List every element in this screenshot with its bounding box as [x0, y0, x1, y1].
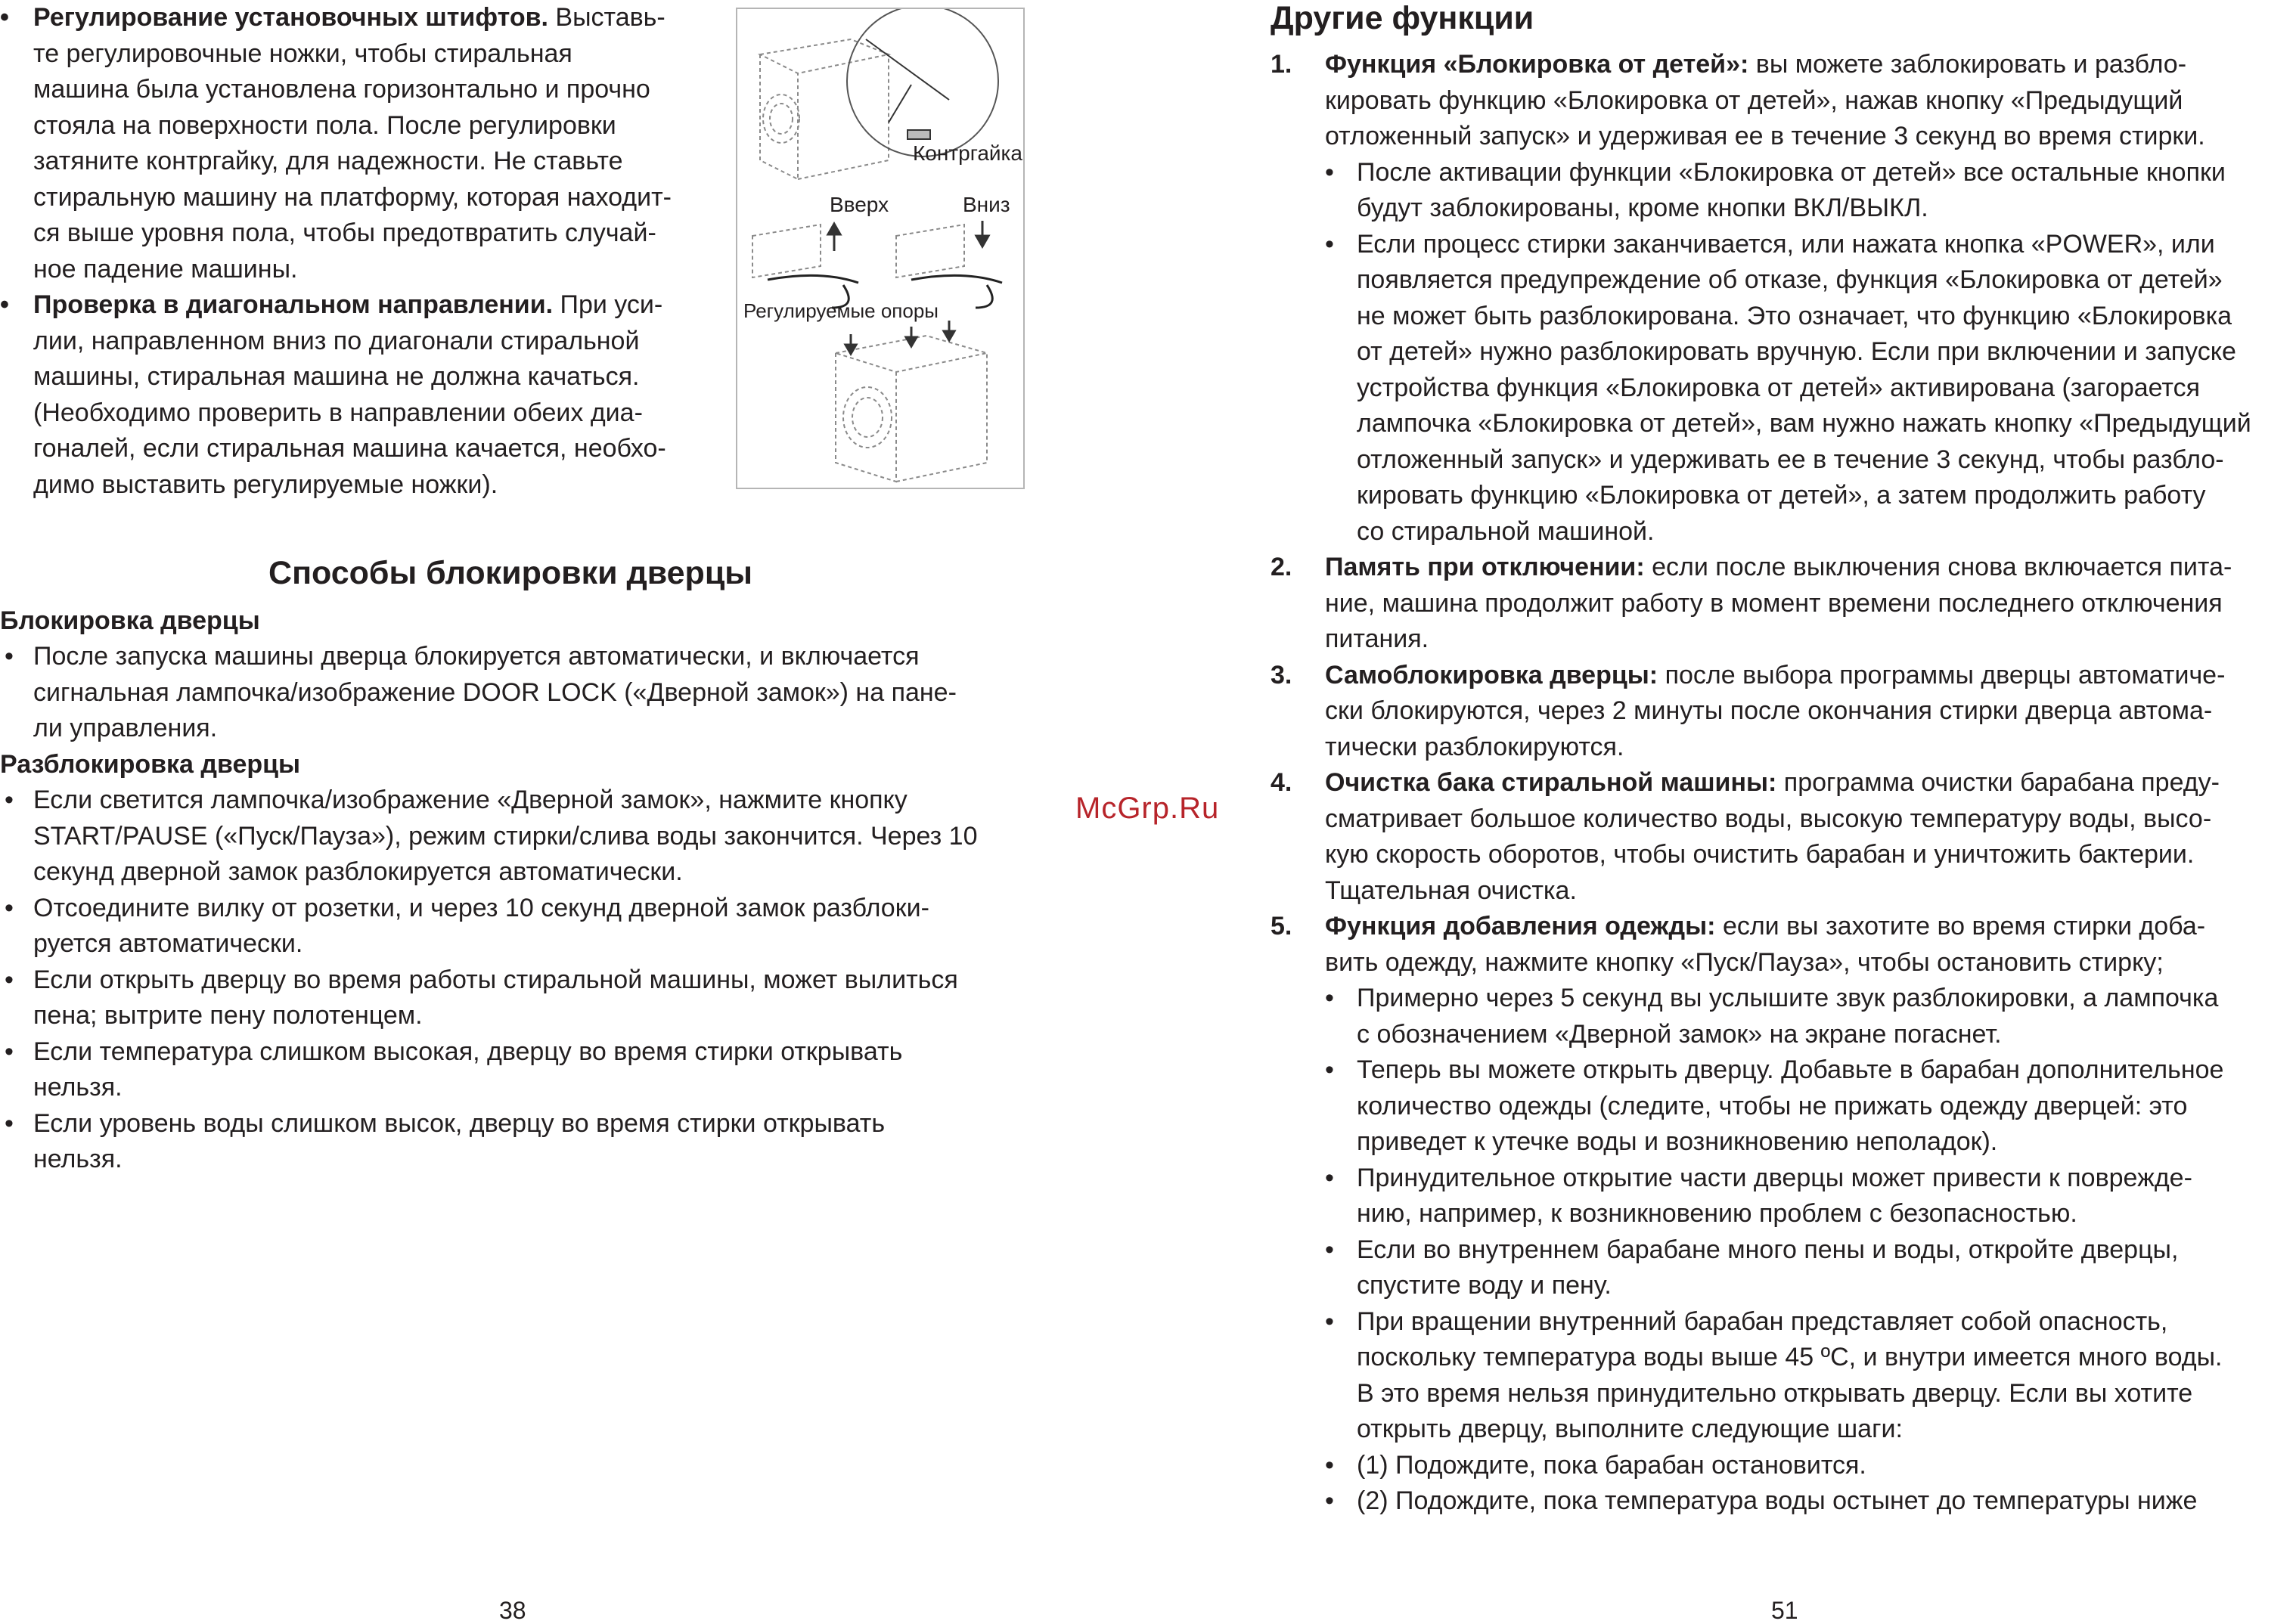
text-line: машина была установлена горизонтально и прочно [33, 75, 650, 104]
text-line: лампочка «Блокировка от детей», вам нужно нажать кнопку «Предыдущий [1357, 409, 2251, 438]
text-line: количество одежды (следите, чтобы не прижать одежду дверцей: это [1357, 1091, 2188, 1120]
text-line: вы можете заблокировать и разбло- [1755, 50, 2187, 79]
text-line: Если во внутреннем барабане много пены и воды, откройте дверцы, [1357, 1235, 2179, 1264]
text-line: отложенный запуск» и удерживать ее в течение 3 секунд, чтобы разбло- [1357, 445, 2224, 474]
numbered-item-add-clothes [1271, 909, 2296, 981]
washer-illustration [737, 9, 1023, 488]
subheading-door-lock: Блокировка дверцы [0, 606, 260, 635]
label-down: Вниз [963, 193, 1010, 216]
watermark: McGrp.Ru [1075, 792, 1220, 825]
bullet-leveling [0, 0, 703, 287]
page-number-left: 38 [499, 1597, 526, 1624]
text-line: Принудительное открытие части дверцы может привести к поврежде- [1357, 1163, 2192, 1192]
text-line: (2) Подождите, пока температура воды остынет до температуры ниже [1357, 1486, 2198, 1515]
text-line: ся выше уровня пола, чтобы предотвратить случай- [33, 218, 656, 247]
sub-bullet [1271, 155, 2296, 227]
bullet-dot: • [5, 786, 14, 814]
text-line: если вы захотите во время стирки доба- [1722, 912, 2206, 941]
sub-bullet [1271, 1483, 2296, 1520]
text-line: Отсоедините вилку от розетки, и через 10 секунд дверной замок разблоки- [33, 893, 929, 922]
text-line: Теперь вы можете открыть дверцу. Добавьте в барабан дополнительное [1357, 1055, 2224, 1084]
numbered-item-drum-clean [1271, 765, 2296, 909]
text-line: ли управления. [33, 714, 218, 742]
sub-bullet [1271, 1304, 2296, 1448]
text-line: будут заблокированы, кроме кнопки ВКЛ/ВЫКЛ. [1357, 194, 1928, 222]
text-line: стояла на поверхности пола. После регулировки [33, 110, 616, 140]
text-line: Если процесс стирки заканчивается, или нажата кнопка «POWER», или [1357, 229, 2215, 259]
item-title: Функция добавления одежды: [1325, 912, 1716, 941]
text-line: отложенный запуск» и удерживая ее в течение 3 секунд во время стирки. [1325, 122, 2205, 150]
item-number: 2. [1271, 553, 1292, 581]
text-line: открыть дверцу, выполните следующие шаги: [1357, 1415, 1903, 1443]
sub-bullet [1271, 1232, 2296, 1304]
text-line: ски блокируются, через 2 минуты после окончания стирки дверца автома- [1325, 696, 2213, 725]
washer-feet-figure [736, 8, 1025, 489]
installation-bullets [0, 0, 703, 503]
text-line: устройства функция «Блокировка от детей» активирована (загорается [1357, 373, 2201, 402]
text-line: не может быть разблокирована. Это означает, что функцию «Блокировка [1357, 301, 2232, 330]
text-line: стиральную машину на платформу, которая находит- [33, 182, 672, 212]
text-line: сигнальная лампочка/изображение DOOR LOCK («Дверной замок») на пане- [33, 677, 957, 707]
bullet-dot: • [0, 290, 9, 319]
text-line: поскольку температура воды выше 45 ºC, и внутри имеется много воды. [1357, 1343, 2223, 1371]
door-lock-list [0, 639, 1021, 747]
text-line: если после выключения снова включается пита- [1652, 553, 2232, 581]
text-line: кировать функцию «Блокировка от детей», нажав кнопку «Предыдущий [1325, 85, 2183, 115]
text-line: (Необходимо проверить в направлении обеих диа- [33, 398, 643, 427]
text-line: с обозначением «Дверной замок» на экране погаснет. [1357, 1019, 2002, 1049]
item-title: Самоблокировка дверцы: [1325, 660, 1658, 690]
item-title: Функция «Блокировка от детей»: [1325, 50, 1749, 79]
label-up: Вверх [830, 193, 889, 216]
text-line: Тщательная очистка. [1325, 876, 1577, 905]
text-line: спустите воду и пену. [1357, 1271, 1612, 1300]
bullet-dot: • [1325, 1306, 1334, 1336]
numbered-item-door-self-lock [1271, 658, 2296, 766]
text-line: со стиральной машиной. [1357, 516, 1655, 546]
text-line: нию, например, к возникновению проблем с безопасностью. [1357, 1199, 2077, 1228]
text-line: нельзя. [33, 1073, 123, 1102]
text-line: В это время нельзя принудительно открывать дверцу. Если вы хотите [1357, 1378, 2193, 1408]
bullet-dot: • [1325, 1055, 1334, 1084]
label-adjustable-feet: Регулируемые опоры [743, 299, 939, 322]
text-line: При уси- [560, 290, 663, 319]
page-number-right: 51 [1771, 1597, 1798, 1624]
text-line: Если светится лампочка/изображение «Дверной замок», нажмите кнопку [33, 786, 908, 814]
text-line: руется автоматически. [33, 929, 303, 958]
list-item [0, 891, 1021, 962]
list-item [0, 1034, 1021, 1106]
bullet-dot: • [1325, 157, 1334, 187]
text-line: При вращении внутренний барабан представляет собой опасность, [1357, 1306, 2168, 1336]
sub-bullet [1271, 227, 2296, 550]
text-line: Примерно через 5 секунд вы услышите звук разблокировки, а лампочка [1357, 984, 2219, 1012]
door-unlock-list [0, 783, 1021, 1178]
text-line: сматривает большое количество воды, высокую температуру воды, высо- [1325, 804, 2212, 833]
bullet-dot: • [1325, 1450, 1334, 1480]
text-line: Выставь- [555, 3, 666, 32]
text-line: Если открыть дверцу во время работы стиральной машины, может вылиться [33, 965, 958, 994]
item-number: 3. [1271, 660, 1292, 690]
sub-bullet [1271, 1052, 2296, 1161]
text-line: START/PAUSE («Пуск/Пауза»), режим стирки/слива воды закончится. Через 10 [33, 821, 978, 851]
numbered-item-power-memory [1271, 550, 2296, 658]
item-title: Очистка бака стиральной машины: [1325, 768, 1777, 797]
text-line: После активации функции «Блокировка от детей» все остальные кнопки [1357, 157, 2226, 187]
text-line: (1) Подождите, пока барабан остановится. [1357, 1450, 1866, 1480]
item-number: 5. [1271, 912, 1292, 941]
text-line: гоналей, если стиральная машина качается, необхо- [33, 434, 666, 463]
list-item [0, 639, 1021, 747]
text-line: секунд дверной замок разблокируется автоматически. [33, 857, 683, 886]
text-line: программа очистки барабана преду- [1783, 768, 2220, 797]
item-title: Память при отключении: [1325, 553, 1645, 581]
bullet-dot: • [1325, 1235, 1334, 1264]
text-line: те регулировочные ножки, чтобы стиральная [33, 39, 572, 68]
list-item [0, 962, 1021, 1034]
text-line: появляется предупреждение об отказе, функция «Блокировка от детей» [1357, 265, 2223, 294]
text-line: после выбора программы дверцы автоматиче- [1665, 660, 2226, 690]
text-line: питания. [1325, 624, 1429, 653]
text-line: приведет к утечке воды и возникновению неполадок). [1357, 1127, 1998, 1156]
bullet-dot: • [5, 1108, 14, 1138]
numbered-item-child-lock [1271, 47, 2296, 155]
text-line: ние, машина продолжит работу в момент времени последнего отключения [1325, 588, 2223, 618]
text-line: пена; вытрите пену полотенцем. [33, 1001, 423, 1030]
item-number: 1. [1271, 50, 1292, 79]
text-line: Если температура слишком высокая, дверцу во время стирки открывать [33, 1037, 903, 1066]
section-title-other-functions: Другие функции [1271, 0, 1534, 36]
bullet-title: Проверка в диагональном направлении. [33, 290, 554, 319]
text-line: Если уровень воды слишком высок, дверцу во время стирки открывать [33, 1108, 886, 1138]
bullet-dot: • [5, 642, 14, 671]
section-title-door-lock: Способы блокировки дверцы [268, 555, 752, 591]
label-locknut: Контргайка [913, 141, 1022, 165]
bullet-dot: • [5, 893, 14, 922]
text-line: тически разблокируются. [1325, 732, 1624, 761]
bullet-dot: • [5, 1037, 14, 1066]
bullet-title: Регулирование установочных штифтов. [33, 3, 548, 32]
item-number: 4. [1271, 768, 1292, 797]
sub-bullet [1271, 1448, 2296, 1484]
bullet-dot: • [0, 3, 9, 32]
text-line: лии, направленном вниз по диагонали стиральной [33, 326, 640, 355]
text-line: кую скорость оборотов, чтобы очистить барабан и уничтожить бактерии. [1325, 840, 2195, 869]
bullet-dot: • [5, 965, 14, 994]
list-item [0, 1106, 1021, 1178]
bullet-dot: • [1325, 229, 1334, 259]
bullet-dot: • [1325, 1163, 1334, 1192]
text-line: нельзя. [33, 1145, 123, 1173]
text-line: кировать функцию «Блокировка от детей», а затем продолжить работу [1357, 481, 2206, 510]
text-line: ное падение машины. [33, 254, 298, 284]
bullet-dot: • [1325, 984, 1334, 1012]
text-line: димо выставить регулируемые ножки). [33, 470, 498, 499]
subheading-door-unlock: Разблокировка дверцы [0, 750, 301, 779]
bullet-diagonal-check [0, 287, 703, 503]
text-line: машины, стиральная машина не должна качаться. [33, 362, 640, 391]
text-line: После запуска машины дверца блокируется автоматически, и включается [33, 642, 920, 671]
sub-bullet [1271, 981, 2296, 1052]
bullet-dot: • [1325, 1486, 1334, 1515]
text-line: от детей» нужно разблокировать вручную. Если при включении и запуске [1357, 337, 2236, 366]
text-line: затяните контргайку, для надежности. Не ставьте [33, 147, 623, 175]
text-line: вить одежду, нажмите кнопку «Пуск/Пауза», чтобы остановить стирку; [1325, 947, 2164, 977]
list-item [0, 783, 1021, 891]
other-functions-list [1271, 47, 2296, 1520]
sub-bullet [1271, 1161, 2296, 1232]
